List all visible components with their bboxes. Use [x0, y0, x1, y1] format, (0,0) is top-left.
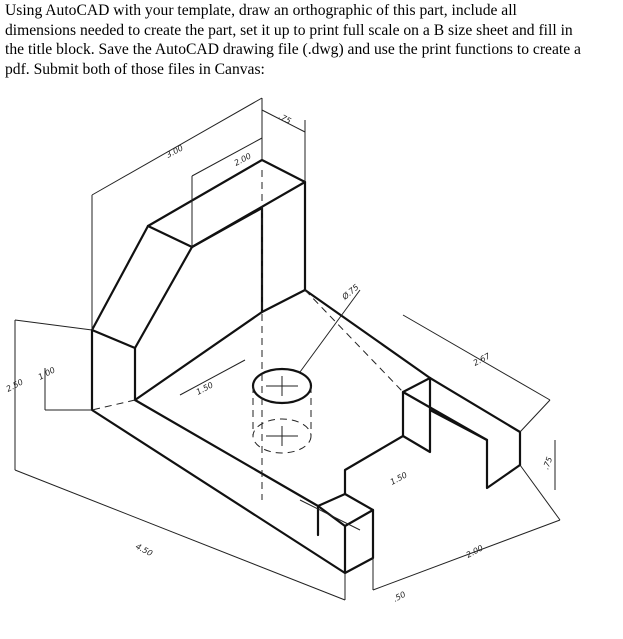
dim-overall-height: 2.50 [4, 377, 25, 394]
instruction-line-4: pdf. Submit both of those files in Canvas: [5, 60, 265, 78]
edge-back-floor [305, 290, 430, 378]
hidden-slot-back [305, 290, 403, 392]
edge-right-arm-inner [403, 392, 487, 440]
dim-base-height: 1.00 [36, 365, 57, 382]
dim-depth-bottom: 2.00 [464, 543, 485, 560]
dim-hole-offset: 1.50 [194, 380, 215, 397]
instruction-line-1: Using AutoCAD with your template, draw an orthographic of this part, include all [5, 2, 517, 19]
dim-overall-width-top: 3.00 [164, 143, 185, 160]
edge-slot-floor [403, 410, 430, 452]
dim-upper-width: 2.00 [232, 151, 253, 168]
dim-slot-depth: 2.67 [471, 351, 492, 368]
dim-slot-edge: .50 [391, 589, 408, 604]
edge-upright-top [148, 160, 305, 247]
dim-overall-length: 4.50 [134, 541, 155, 559]
object-edges [92, 160, 520, 573]
hidden-base-line [92, 400, 135, 410]
edge-upright-back [262, 182, 305, 312]
dim-upper-thickness: .75 [277, 111, 293, 126]
dim-slot-width: 1.50 [388, 470, 409, 487]
edge-slot-arm-top [345, 510, 373, 526]
dim-base-thickness: .75 [541, 455, 555, 471]
instruction-line-2: dimensions needed to create the part, set it up to print full scale on a B size sheet and fill in [5, 21, 573, 39]
edge-upright-slant [92, 226, 192, 348]
edge-outline-left [92, 330, 345, 573]
hidden-lines [92, 170, 403, 500]
edge-upright-face [135, 208, 262, 400]
dim-hole-diameter: Ø.75 [340, 282, 361, 302]
instruction-line-3: the title block. Save the AutoCAD drawing file (.dwg) and use the print functions to create a [5, 41, 581, 58]
edge-slot-inner [345, 378, 520, 494]
